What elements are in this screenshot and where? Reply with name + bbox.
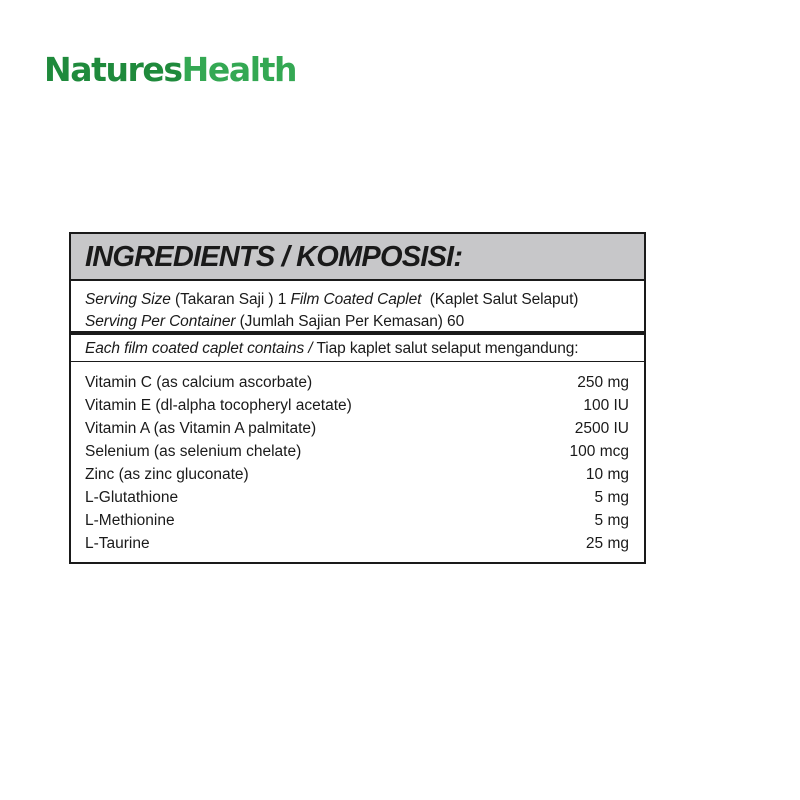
ingredient-amount: 25 mg — [585, 535, 629, 552]
each-caplet-local-label: Tiap kaplet salut selaput mengandung: — [316, 340, 579, 357]
serving-size-line — [85, 289, 644, 311]
ingredient-name: L-Methionine — [85, 512, 175, 529]
serving-size-unit: Film Coated Caplet — [290, 291, 422, 308]
ingredients-panel — [69, 232, 646, 564]
ingredient-row — [71, 509, 644, 532]
ingredient-row — [71, 532, 644, 555]
ingredient-amount: 10 mg — [585, 466, 629, 483]
ingredient-name: Vitamin C (as calcium ascorbate) — [85, 374, 313, 391]
serving-size-value: 1 — [277, 291, 287, 308]
ingredient-amount: 5 mg — [594, 512, 629, 529]
brand-word-natures: Natures — [44, 50, 182, 89]
serving-size-unit-local: (Kaplet Salut Selaput) — [429, 291, 579, 308]
ingredient-row — [71, 417, 644, 440]
ingredient-row — [71, 463, 644, 486]
ingredient-name: Zinc (as zinc gluconate) — [85, 466, 249, 483]
serving-size-label: Serving Size — [85, 291, 171, 308]
each-caplet-label: Each film coated caplet contains / — [85, 340, 313, 357]
ingredients-title: INGREDIENTS / KOMPOSISI: — [85, 241, 463, 273]
brand-word-health: Health — [181, 50, 297, 89]
ingredient-name: Vitamin A (as Vitamin A palmitate) — [85, 420, 317, 437]
ingredient-name: Vitamin E (dl-alpha tocopheryl acetate) — [85, 397, 352, 414]
ingredient-name: L-Glutathione — [85, 489, 179, 506]
ingredient-row — [71, 394, 644, 417]
ingredient-amount: 5 mg — [594, 489, 629, 506]
ingredient-row — [71, 440, 644, 463]
ingredient-amount: 100 IU — [583, 397, 629, 414]
ingredient-amount: 100 mcg — [569, 443, 629, 460]
ingredient-row — [71, 486, 644, 509]
serving-per-container-line — [85, 311, 644, 333]
ingredient-list — [71, 362, 644, 555]
brand-logo — [44, 48, 296, 92]
ingredient-amount: 250 mg — [577, 374, 629, 391]
ingredient-name: Selenium (as selenium chelate) — [85, 443, 302, 460]
serving-per-container-local-label: (Jumlah Sajian Per Kemasan) — [239, 313, 443, 330]
ingredient-row — [71, 371, 644, 394]
serving-size-local-label: (Takaran Saji ) — [175, 291, 274, 308]
each-caplet-contains — [71, 335, 644, 362]
serving-per-container-value: 60 — [447, 313, 465, 330]
serving-per-container-label: Serving Per Container — [85, 313, 236, 330]
ingredients-header — [71, 234, 644, 281]
ingredient-amount: 2500 IU — [574, 420, 629, 437]
serving-info — [71, 281, 644, 335]
ingredient-name: L-Taurine — [85, 535, 150, 552]
